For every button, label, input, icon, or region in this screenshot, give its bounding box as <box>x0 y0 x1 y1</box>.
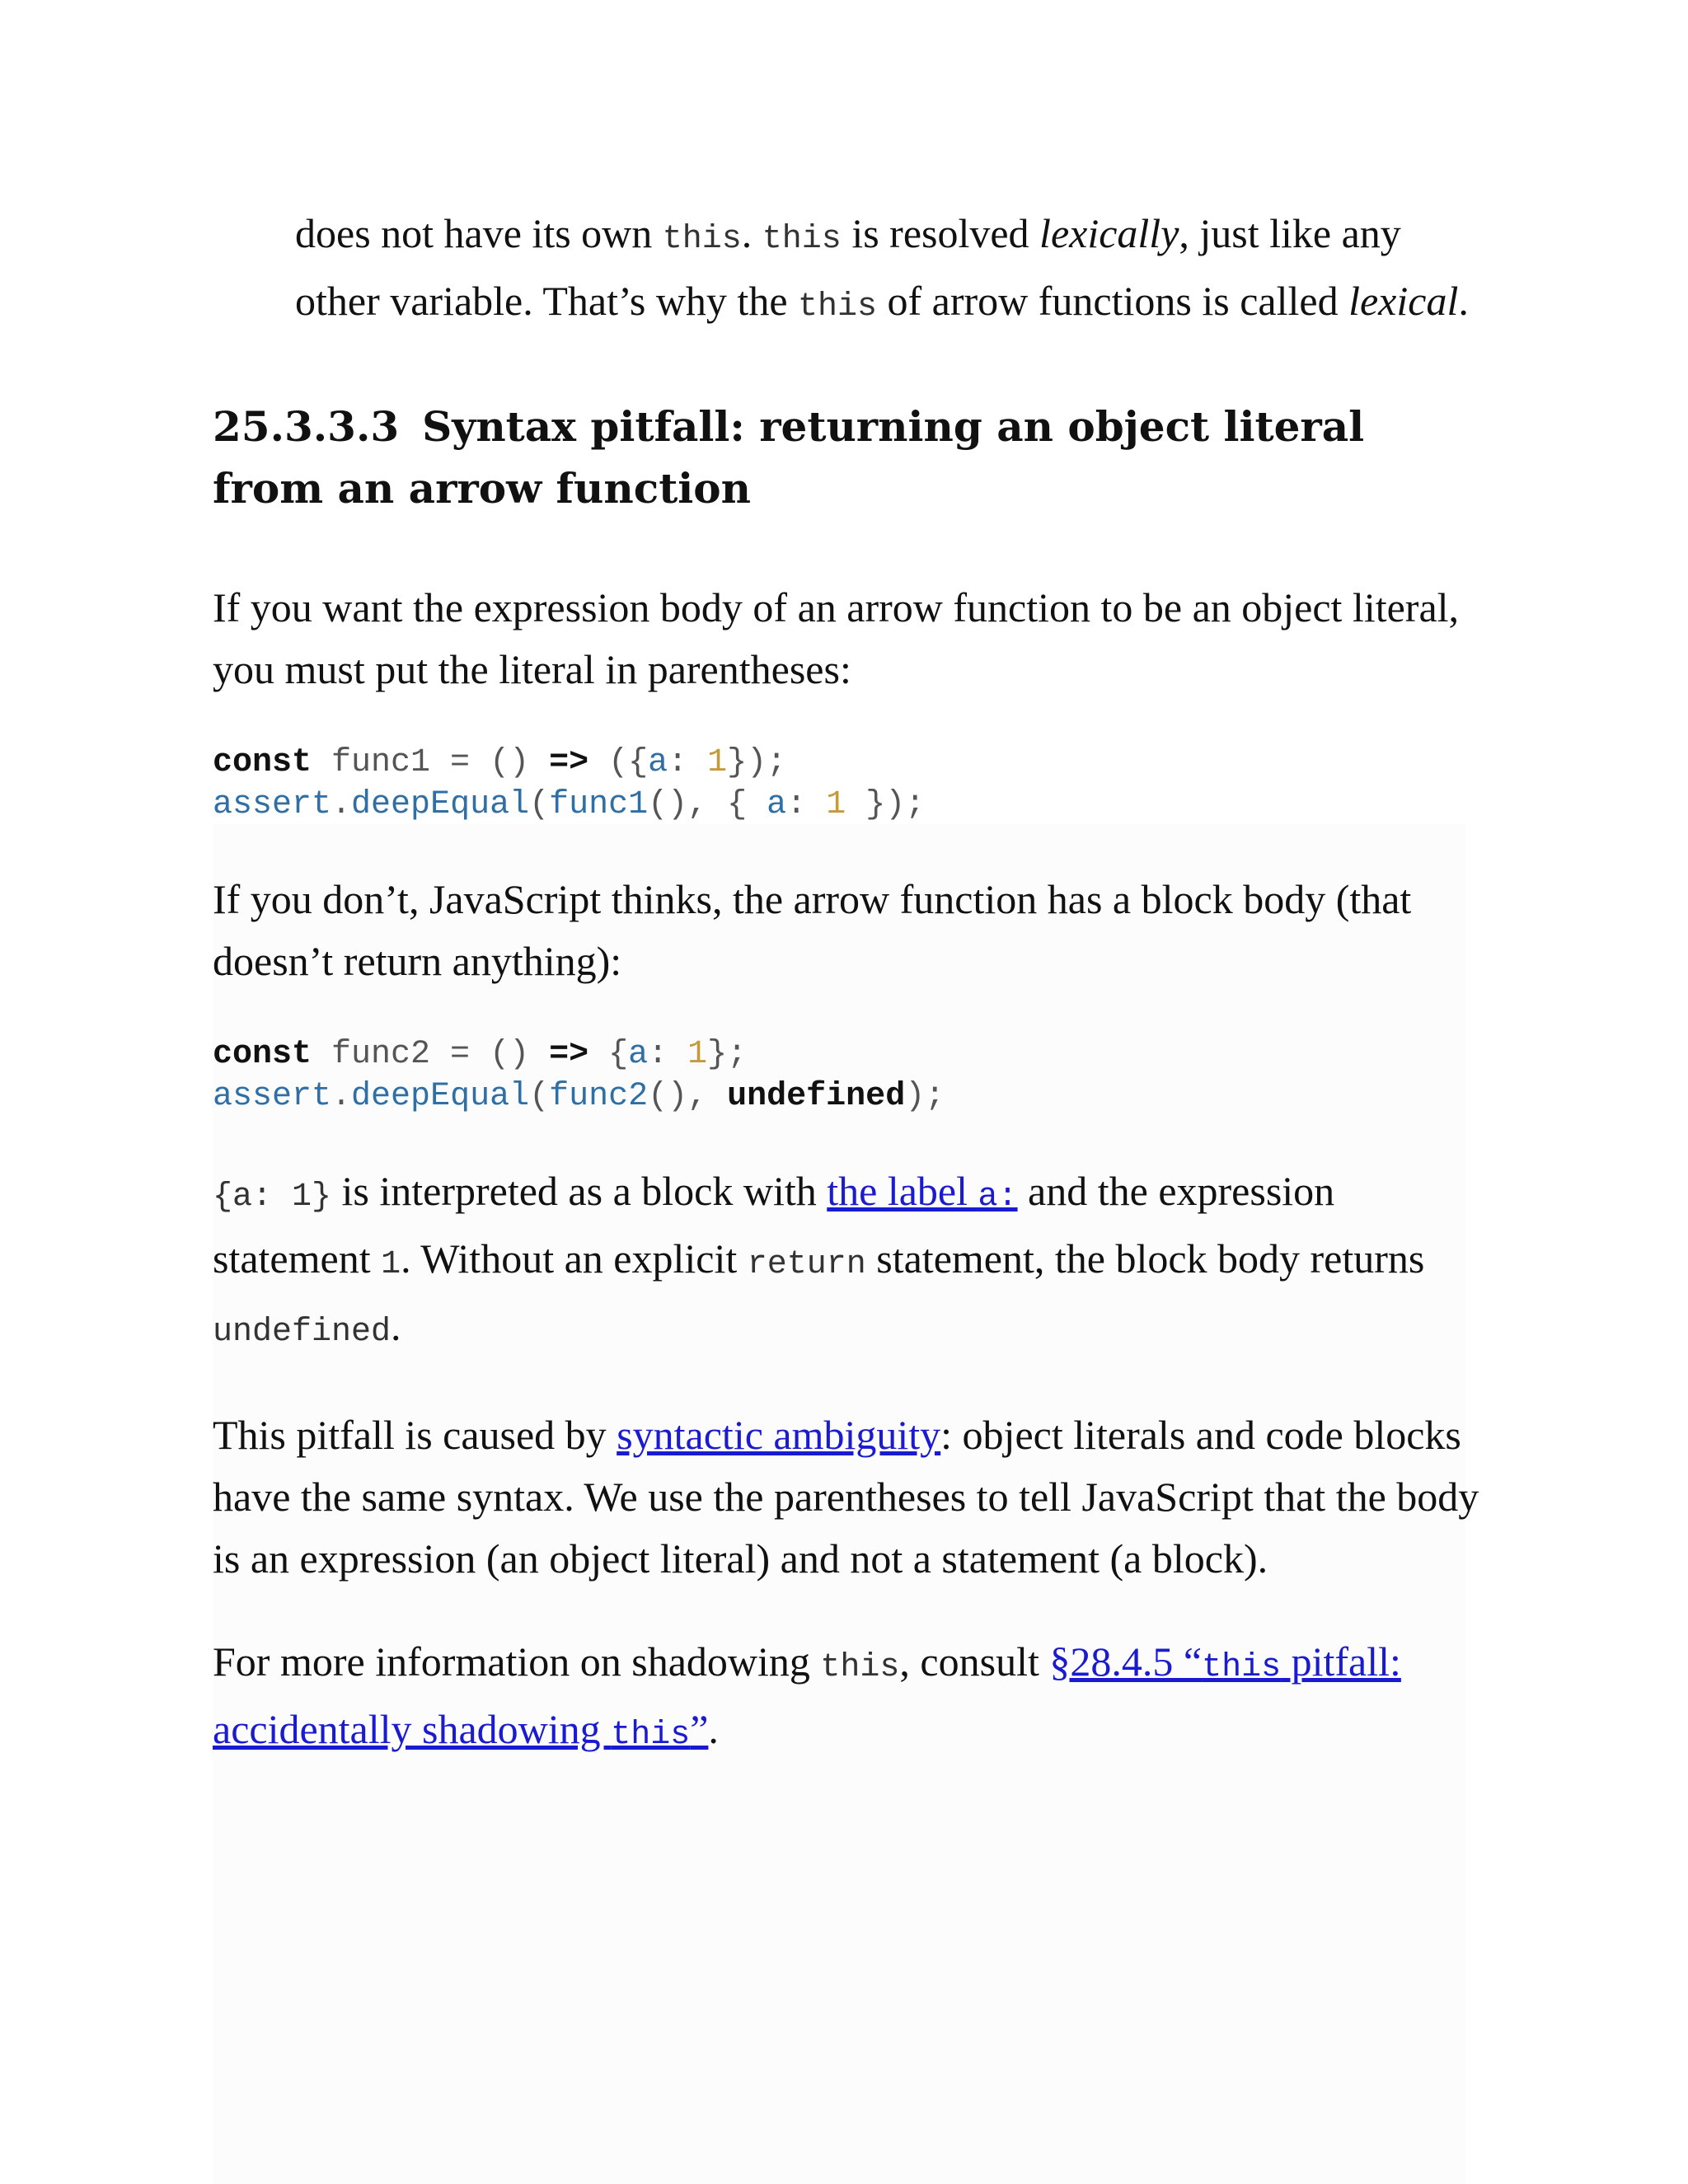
link-text: ” <box>690 1706 709 1752</box>
code-text: }; <box>707 1036 748 1073</box>
number-literal: 1 <box>687 1036 708 1073</box>
code-text: (), { <box>648 786 767 823</box>
paragraph-label-explanation <box>213 1160 1482 1363</box>
inline-code: {a: 1} <box>213 1179 332 1216</box>
number-literal: 1 <box>707 744 728 781</box>
link-text: the label <box>827 1168 978 1214</box>
inline-code: a: <box>978 1179 1018 1216</box>
text: : object literals and code blocks have the same syntax. We use the parentheses to tell JavaScript that the body is an expression (an object literal) and not a statement (a block). <box>213 1412 1479 1582</box>
code-line <box>213 786 925 823</box>
syntactic-ambiguity-link[interactable]: syntactic ambiguity <box>617 1412 941 1458</box>
text: and the expression statement <box>213 1168 1335 1282</box>
code-text: }); <box>846 786 926 823</box>
text: , consult <box>899 1638 1050 1685</box>
inline-code: return <box>747 1246 866 1283</box>
code-text: { <box>588 1036 629 1073</box>
text: . <box>1458 278 1469 324</box>
label-link[interactable] <box>827 1168 1017 1214</box>
keyword: const <box>213 744 312 781</box>
text: . <box>741 210 762 256</box>
text: of arrow functions is called <box>877 278 1349 324</box>
code-text: . <box>331 1078 352 1115</box>
section-title: Syntax pitfall: returning an object literal from an arrow function <box>213 402 1365 513</box>
inline-code: 1 <box>381 1246 401 1283</box>
method-name: deepEqual <box>351 1078 530 1115</box>
code-text: . <box>331 786 352 823</box>
code-block-func2 <box>213 1033 1482 1118</box>
code-text: : <box>786 786 827 823</box>
keyword: const <box>213 1036 312 1073</box>
property: a <box>767 786 787 823</box>
paragraph-ambiguity <box>213 1404 1482 1590</box>
text: statement, the block body returns <box>865 1235 1425 1282</box>
inline-code: undefined <box>213 1314 392 1351</box>
inline-code: this <box>662 221 742 258</box>
code-line <box>213 1036 747 1073</box>
emphasis: lexical <box>1348 278 1459 324</box>
code-text: func1 = () <box>312 744 550 781</box>
text: . Without an explicit <box>401 1235 748 1282</box>
text: does not have its own <box>295 210 663 256</box>
text: . <box>391 1303 401 1349</box>
code-text: (), <box>648 1078 728 1115</box>
inline-code: this <box>820 1649 900 1686</box>
text: is interpreted as a block with <box>331 1168 828 1214</box>
code-text: : <box>648 1036 688 1073</box>
number-literal: 1 <box>826 786 846 823</box>
paragraph-more-info <box>213 1631 1482 1766</box>
document-body <box>213 191 1482 1766</box>
inline-code: this <box>1202 1649 1282 1686</box>
code-text: ( <box>529 786 550 823</box>
intro-paragraph <box>295 203 1482 338</box>
text: . <box>708 1706 719 1752</box>
text: is resolved <box>841 210 1040 256</box>
code-line <box>213 1078 945 1115</box>
section-heading <box>213 396 1482 519</box>
code-text: ); <box>905 1078 945 1115</box>
link-text: §28.4.5 “ <box>1049 1638 1203 1685</box>
arrow-operator: => <box>549 744 589 781</box>
function-call: func2 <box>549 1078 649 1115</box>
inline-code: this <box>798 288 878 326</box>
code-text: func2 = () <box>312 1036 550 1073</box>
text: For more information on shadowing <box>213 1638 821 1685</box>
method-name: deepEqual <box>351 786 530 823</box>
section-number: 25.3.3.3 <box>213 402 400 451</box>
text: This pitfall is caused by <box>213 1412 617 1458</box>
paragraph-object-literal: If you want the expression body of an arrow function to be an object literal, you must put the literal in parentheses: <box>213 584 1460 692</box>
identifier: assert <box>213 1078 332 1115</box>
code-block-func1 <box>213 742 1482 826</box>
property: a <box>648 744 668 781</box>
text: , just like any other variable. That’s why the <box>295 210 1401 324</box>
code-line <box>213 744 786 781</box>
inline-code: this <box>762 221 842 258</box>
code-text: }); <box>727 744 787 781</box>
emphasis: lexically <box>1039 210 1179 256</box>
function-call: func1 <box>549 786 649 823</box>
code-text: ( <box>529 1078 550 1115</box>
link-text: pitfall: accidentally shadowing <box>213 1638 1401 1752</box>
property: a <box>628 1036 649 1073</box>
identifier: assert <box>213 786 332 823</box>
inline-code: this <box>611 1717 691 1754</box>
keyword: undefined <box>727 1078 906 1115</box>
code-text: : <box>668 744 708 781</box>
paragraph-block-body: If you don’t, JavaScript thinks, the arrow function has a block body (that doesn’t return anything): <box>213 876 1412 984</box>
arrow-operator: => <box>549 1036 589 1073</box>
code-text: ({ <box>588 744 649 781</box>
